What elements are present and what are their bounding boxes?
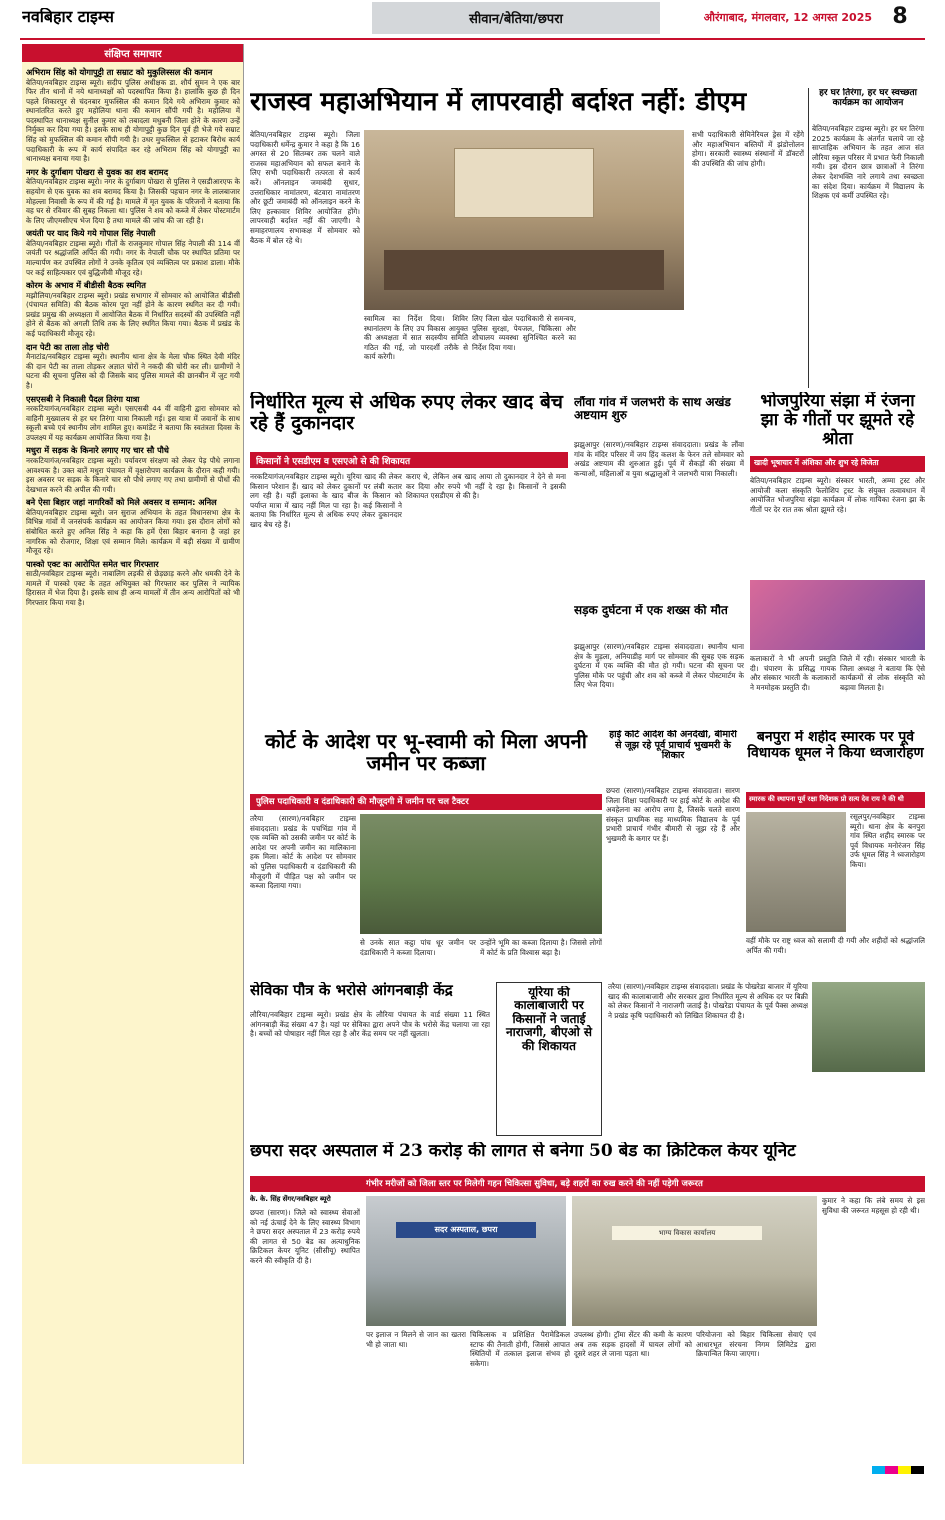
- banpura-headline: बनपुरा में शहीद स्मारक पर पूर्व विधायक धूमल ने किया ध्वजारोहण: [747, 730, 924, 761]
- hospital-subhead-label: गंभीर मरीजों को जिला स्तर पर मिलेगी गहन चिकित्सा सुविधा, बड़े शहरों का रुख करने की नहीं पड़ेगी जरूरत: [366, 1179, 703, 1189]
- bhojpuri-body3: जिले में रही। संस्कार भारती के जिला अध्यक्ष ने बताया कि ऐसे कार्यक्रमों से लोक संस्कृति को बढ़ावा मिलता है।: [840, 654, 925, 692]
- urea-photo: [812, 982, 925, 1072]
- sidebar-header-label: संक्षिप्त समाचार: [104, 49, 162, 60]
- urea-body: तरैया (सारण)/नवबिहार टाइम्स संवाददाता। प्रखंड के पोखरेडा बाजार में यूरिया खाद की कालाबाजारी और सरकार द्वारा निर्धारित मूल्य से अधिक दर पर बिक्री को लेकर किसानों ने नाराजगी जताई है। पोखरेडा पंचायत के पूर्व पैक्स अध्यक्ष ने प्रखंड कृषि पदाधिकारी को लिखित शिकायत दी है।: [608, 982, 808, 1020]
- main-body-col4: सभी पदाधिकारी सेमिनेरियल ड्रेस में रहेंगे और महाअभियान बस्तियों में झंडोत्तोलन होगा। सरकारी स्वास्थ्य संस्थानों में डॉक्टरों की उपस्थिति की जांच होगी।: [692, 130, 804, 168]
- sidebar-item: दान पेटी का ताला तोड़ चोरी मैनाटांड/नवबिहार टाइम्स ब्यूरो। स्थानीय थाना क्षेत्र के मेला चौक स्थित देवी मंदिर की दान पेटी का ताला तोड़कर अज्ञात चोरों ने नकदी की चोरी कर ली। ग्रामीणों ने घटना की सूचना पुलिस को दी जिसके बाद पुलिस मामले की छानबीन में जुट गयी है।: [26, 341, 240, 390]
- fertilizer-body2: कराए थे, लेकिन अब खाद आया तो दुकानदार ने देने से मना कर दिया और रुपये भी नहीं दे रहा है। किसानों ने इसकी शिकायत एसडीएम से की है।: [406, 472, 566, 501]
- banpura-subhead-label: स्मारक की स्थापना पूर्व रक्षा निदेशक प्रो सत्य देव राय ने की थी: [749, 795, 904, 803]
- tiranga-headline: हर घर तिरंगा, हर घर स्वच्छता कार्यक्रम का आयोजन: [819, 88, 917, 109]
- bhojpuri-body2: कलाकारों ने भी अपनी प्रस्तुति दी। चंपारण के प्रसिद्ध गायक और संस्कार भारती के कलाकारों ने मनमोहक प्रस्तुति दी।: [750, 654, 836, 692]
- urea-headline: यूरिया की कालाबाजारी पर किसानों ने जताई नाराजगी, बीएओ से की शिकायत: [505, 986, 593, 1053]
- hospital-body5: परियोजना को बिहार चिकित्सा सेवाएं एवं आधारभूत संरचना निगम लिमिटेड द्वारा क्रियान्वित किया जाएगा।: [696, 1330, 816, 1359]
- anganwadi-body: लौरिया/नवबिहार टाइम्स ब्यूरो। प्रखंड क्षेत्र के लौरिया पंचायत के वार्ड संख्या 11 स्थित आंगनबाड़ी केंद्र संख्या 47 है। यहां पर सेविका द्वारा अपने पौत्र के भरोसे केंद्र चलाया जा रहा है। बच्चों को पोषाहार नहीं मिल रहा है और केंद्र समय पर नहीं खुलता।: [250, 1010, 490, 1039]
- hospital-byline: के. के. सिंह सेंगर/नवबिहार ब्यूरो: [250, 1195, 331, 1203]
- main-meeting-photo: [364, 130, 684, 310]
- magenta-swatch: [885, 1466, 898, 1474]
- sidebar-item: अभिराम सिंह को योगापुट्टी ता सम्राट को मुकुलिस्सल की कमान बेतिया/नवबिहार टाइम्स ब्यूरो। सदीप पुलिस अधीक्षक डा. शौर्य सुमन ने एक बार फिर तीन थानों में नये थानाध्यक्षों को पदस्थापित किया है। हालांकि कुछ ही दिन पहले शिकारपुर से चंदनबार मुफस्सिल की कमान दिये गये अभिराम कुमार को स्थानांतरित करते हुए महोलिया थाना की कमान सौंपी गयी है। महोलिया में पदस्थापित थानाध्यक्ष सुनील कुमार को तबादला मधुबनी जिला होने के कारण उन्हें निर्मुक्त कर दिया गया है। इसके साथ ही योगापुट्टी कुछ दिन पूर्व ही भेजे गये सम्राट सिंह को मुफस्सिल की कमान सौंपी गयी है। उधर मुफस्सिल से हटाकर बिरोध कार्य पदाधिकारी के रूप में कार्य संपादित कर रहे अभिराम सिंह को योगापुट्टी का थानाध्यक्ष बनाया गया है।: [26, 67, 240, 164]
- main-body-col2: स्वामित्व का निर्देश दिया। शिविर स्थानांतरण के लिए उप विकास आयुक्त की अध्यक्षता में सात सदस्यीय समिति गठित की गई, जो पारदर्शी तरीके से कार्य करेगी।: [364, 314, 468, 362]
- court-photo: [360, 814, 602, 934]
- bhojpuri-subhead: [750, 456, 925, 472]
- color-registration-bar: [872, 1466, 924, 1474]
- photo-table: [384, 250, 664, 290]
- sidebar-item: जयंती पर याद किये गये गोपाल सिंह नेपाली बेतिया/नवबिहार टाइम्स ब्यूरो। गीतों के राजकुमार गोपाल सिंह नेपाली की 114 वीं जयंती पर श्रद्धांजलि अर्पित की गयी। नगर के नेपाली चौक पर स्थापित प्रतिमा पर माल्यार्पण कर उपस्थित लोगों ने उनके कृतित्व एवं व्यक्तित्व पर प्रकाश डाला। मौके पर कई साहित्यकार एवं बुद्धिजीवी मौजूद रहे।: [26, 228, 240, 277]
- sidebar-item: नगर के दुर्गाबाग पोखरा से युवक का शव बरामद बेतिया/नवबिहार टाइम्स ब्यूरो। नगर के दुर्गाबाग पोखरा से पुलिस ने एसडीआरएफ के सहयोग से एक युवक का शव बरामद किया है। जिसकी पहचान नगर के लालबाजार मोहल्ला निवासी के रूप में की गई है। मामले में मृत युवक के परिजनों ने बताया कि वह घर से रविवार की सुबह निकला था। पुलिस ने शव को कब्जे में लेकर पोस्टमार्टम के लिए जीएमसीएच भेज दिया है तथा मामले की जांच की जा रही है।: [26, 166, 240, 225]
- fertilizer-subhead-label: किसानों ने एसडीएम व एसएओ से की शिकायत: [256, 457, 411, 467]
- court-body2: से उनके सात कट्ठा पांच धूर जमीन पर दंडाधिकारी ने कब्जा दिलाया।: [360, 938, 476, 957]
- sidebar-item: पास्को एक्ट का आरोपित समेत चार गिरफ्तार साठी/नवबिहार टाइम्स ब्यूरो। नाबालिग लड़की से छेड़छाड़ करने और धमकी देने के मामले में पास्को एक्ट के तहत अभियुक्त को गिरफ्तार कर पुलिस ने न्यायिक हिरासत में भेज दिया है। इसके साथ ही अन्य मामलों में तीन अन्य आरोपितों को भी गिरफ्तार किया गया है।: [26, 558, 240, 608]
- sidebar-item: कोरम के अभाव में बीडीसी बैठक स्थगित मझौलिया/नवबिहार टाइम्स ब्यूरो। प्रखंड सभागार में सोमवार को आयोजित बीडीसी (पंचायत समिति) की बैठक कोरम पूरा नहीं होने के कारण स्थगित कर दी गयी। प्रखंड प्रमुख की अध्यक्षता में आयोजित बैठक में निर्धारित सदस्यों की उपस्थिति नहीं होने से बैठक को अगली तिथि तक के लिए स्थगित किया गया। बैठक में प्रखंड के कई पदाधिकारी मौजूद रहे।: [26, 280, 240, 339]
- banpura-body2: वहीं मौके पर राष्ट्र ध्वज को सलामी दी गयी और शहीदों को श्रद्धांजलि अर्पित की गयी।: [746, 936, 925, 955]
- court-body3: उन्होंने भूमि का कब्जा दिलाया है। जिससे लोगों में कोर्ट के प्रति विश्वास बढ़ा है।: [480, 938, 602, 957]
- hospital-body1: छपरा (सारण)। जिले को स्वास्थ्य सेवाओं को नई ऊंचाई देने के लिए स्वास्थ्य विभाग ने छपरा सदर अस्पताल में 23 करोड़ रुपये की लागत से 50 बेड का अत्याधुनिक क्रिटिकल केयर यूनिट (सीसीयू) स्थापित करने की स्वीकृति दी है।: [250, 1208, 360, 1265]
- teacher-headline: हाई कोर्ट आदेश की अनदेखी, बीमारी से जूझ रहे पूर्व प्राचार्य भुखमरी के शिकार: [609, 730, 737, 762]
- sidebar-header: [22, 44, 244, 62]
- accident-headline: सड़क दुर्घटना में एक शख्स की मौत: [574, 604, 728, 617]
- black-swatch: [911, 1466, 924, 1474]
- hospital-photo-2-sign: भाग्य विकास कार्यालय: [612, 1226, 762, 1240]
- sidebar-item: बने ऐसा बिहार जहां नागरिकों को मिले अवसर व सम्मान: अनिल बेतिया/नवबिहार टाइम्स ब्यूरो। जन सुराज अभियान के तहत विधानसभा क्षेत्र के विभिन्न गांवों में जनसंपर्क कार्यक्रम का आयोजन किया गया। इस दौरान लोगों को संबोधित करते हुए अनिल सिंह ने कहा कि हमें ऐसा बिहार बनाना है जहां हर नागरिक को रोजगार, शिक्षा एवं सम्मान मिले। कार्यक्रम में बड़ी संख्या में ग्रामीण मौजूद रहे।: [26, 497, 240, 556]
- tiranga-body: बेतिया/नवबिहार टाइम्स ब्यूरो। हर घर तिरंगा 2025 कार्यक्रम के अंतर्गत चलाये जा रहे साप्ताहिक अभियान के तहत आज संत लौरिया स्कूल परिसर में प्रभात फेरी निकाली गयी। इस दौरान छात्र छात्राओं ने तिरंगा लेकर देशभक्ति नारे लगाये तथा स्वच्छता का संदेश दिया। कार्यक्रम में विद्यालय के शिक्षक एवं कर्मी उपस्थित रहे।: [812, 124, 924, 201]
- dateline: औरंगाबाद, मंगलवार, 12 अगस्त 2025: [703, 11, 872, 24]
- court-body1: तरैया (सारण)/नवबिहार टाइम्स संवाददाता। प्रखंड के पचभिंडा गांव में एक व्यक्ति को उसकी जमीन पर कोर्ट के आदेश पर अपनी जमीन का मालिकाना हक मिला। कोर्ट के आदेश पर सोमवार को पुलिस पदाधिकारी व दंडाधिकारी की मौजूदगी में पीड़ित पक्ष को जमीन पर कब्जा दिलाया गया।: [250, 814, 356, 891]
- jalabhishek-headline: लौंवा गांव में जलभरी के साथ अखंड अष्टयाम शुरु: [574, 396, 731, 423]
- bhojpuri-body1: बेतिया/नवबिहार टाइम्स ब्यूरो। संस्कार भारती, अम्मा ट्रस्ट और आयोजी कला संस्कृति फेलोशिप ट्रस्ट के संयुक्त तत्वावधान में आयोजित भोजपुरिया संझा कार्यक्रम में लोक गायिका रंजना झा के गीतों पर देर रात तक श्रोता झूमते रहे।: [750, 476, 925, 514]
- main-body-col3: लिए जिला खेल पदाधिकारी से समन्वय, पुलिस सुरक्षा, पेयजल, चिकित्सा और शौचालय व्यवस्था सुनिश्चित करने का निर्देश दिया गया।: [472, 314, 576, 352]
- court-subhead-label: पुलिस पदाधिकारी व दंडाधिकारी की मौजूदगी में जमीन पर चल टैक्टर: [256, 797, 469, 807]
- banpura-photo: [746, 812, 846, 932]
- accident-body: झझुआपुर (सारण)/नवबिहार टाइम्स संवाददाता। स्थानीय थाना क्षेत्र के मुड़ला, अनियाडीह मार्ग पर सोमवार की सुबह एक सड़क दुर्घटना में एक व्यक्ति की मौत हो गयी। घटना की सूचना पर पुलिस मौके पर पहुंची और शव को कब्जे में लेकर पोस्टमार्टम के लिए भेज दिया।: [574, 642, 744, 690]
- court-subhead: [250, 794, 602, 810]
- sidebar: [22, 44, 244, 1464]
- masthead-rule: [20, 38, 925, 40]
- bhojpuri-headline: भोजपुरिया संझा में रंजना झा के गीतों पर झूमते रहे श्रोता: [760, 392, 915, 450]
- main-body-col1: बेतिया/नवबिहार टाइम्स ब्यूरो। जिला पदाधिकारी धर्मेन्द्र कुमार ने कहा है कि 16 अगस्त से 20 सितम्बर तक चलने वाले राजस्व महाअभियान को सफल बनाने के लिए सभी पदाधिकारी तत्परता से कार्य करें। ऑनलाइन जमाबंदी सुधार, उत्तराधिकार नामांतरण, बंटवारा नामांतरण और छूटी जमाबंदी को ऑनलाइन करने के लिए हल्कावार शिविर आयोजित होंगे। लापरवाही बर्दाश्त नहीं की जाएगी। वे समाहरणालय सभाकक्ष में सोमवार को बैठक में बोल रहे थे।: [250, 130, 360, 245]
- bhojpuri-subhead-label: खादी भूषाचार में अंशिका और शुभ रहे विजेता: [754, 458, 879, 467]
- hospital-body2: पर इलाज न मिलने से जान का खतरा भी हो जाता था।: [366, 1330, 466, 1349]
- fertilizer-body1: नरकटियागंज/नवबिहार टाइम्स ब्यूरो। यूरिया खाद की लेकर किसान परेशान हैं। खाद को लेकर दुकानों पर लंबी कतार लग रही है। यहीं इलाका के खाद बीज के किसान को पर्याप्त मात्रा में खाद नहीं मिल पा रहा है। कई किसानों ने बताया कि निर्धारित मूल्य से अधिक रुपए लेकर दुकानदार खाद बेच रहे हैं।: [250, 472, 402, 529]
- bhojpuri-photo: [750, 580, 925, 650]
- hospital-photo-2: [572, 1196, 817, 1326]
- sidebar-item: मधुरा में सड़क के किनारे लगाए गए चार सौ पौधे नरकटियागंज/नवबिहार टाइम्स ब्यूरो। पर्यावरण संरक्षण को लेकर पेड़ पौधे लगाना आवश्यक है। उक्त बातें मधुरा पंचायत में वृक्षारोपण कार्यक्रम के दौरान कही गयी। इस अवसर पर सड़क के किनारे चार सौ पौधे लगाए गए तथा ग्रामीणों से पौधों की देखभाल करने की अपील की गयी।: [26, 445, 240, 494]
- banpura-subhead: [746, 792, 925, 808]
- photo-banner: [454, 148, 594, 218]
- anganwadi-headline: सेविका पौत्र के भरोसे आंगनबाड़ी केंद्र: [250, 982, 453, 999]
- jalabhishek-body: झझुआपुर (सारण)/नवबिहार टाइम्स संवाददाता। प्रखंड के लौंवा गांव के मंदिर परिसर में जय हिंद कलश के फेरन तले सोमवार को अखंड अष्टयाम की शुरुआत हुई। पूर्व में सैकड़ों की संख्या में कन्याओं, महिलाओं व युवा श्रद्धालुओं ने जलभरी यात्रा निकाली।: [574, 440, 744, 478]
- cyan-swatch: [872, 1466, 885, 1474]
- hospital-photo: [366, 1196, 566, 1326]
- masthead: [0, 0, 945, 40]
- main-headline: राजस्व महाअभियान में लापरवाही बर्दाश्त नहीं: डीएम: [250, 88, 747, 117]
- hospital-body6: कुमार ने कहा कि लंबे समय से इस सुविधा की जरूरत महसूस हो रही थी।: [822, 1196, 925, 1215]
- hospital-headline: छपरा सदर अस्पताल में 23 करोड़ की लागत से बनेगा 50 बेड का क्रिटिकल केयर यूनिट: [250, 1142, 796, 1161]
- sidebar-list: [26, 64, 240, 1462]
- hospital-subhead: [250, 1176, 925, 1192]
- sidebar-item: एसएसबी ने निकाली पैदल तिरंगा यात्रा नरकटियागंज/नवबिहार टाइम्स ब्यूरो। एसएसबी 44 वीं वाहिनी द्वारा सोमवार को वाहिनी मुख्यालय से हर घर तिरंगा यात्रा निकाली गई। इस यात्रा में जवानों के साथ स्कूली बच्चे एवं स्थानीय लोग शामिल हुए। कमांडेंट ने बताया कि स्वतंत्रता दिवस के उपलक्ष्य में यह कार्यक्रम आयोजित किया गया है।: [26, 393, 240, 442]
- hospital-photo-sign: सदर अस्पताल, छपरा: [396, 1222, 536, 1238]
- hospital-body3: चिकित्सक व प्रशिक्षित पैरामेडिकल स्टाफ की तैनाती होगी, जिससे आपात स्थितियों में तत्काल इलाज संभव हो सकेगा।: [470, 1330, 570, 1368]
- fertilizer-subhead: [250, 452, 568, 468]
- banpura-body1: रसूलपुर/नवबिहार टाइम्स ब्यूरो। थाना क्षेत्र के बनपुरा गांव स्थित शहीद स्मारक पर पूर्व विधायक मनोरंजन सिंह उर्फ धूमल सिंह ने ध्वजारोहण किया।: [850, 812, 925, 869]
- section-band: [372, 2, 660, 34]
- col-rule: [808, 88, 809, 388]
- court-headline: कोर्ट के आदेश पर भू-स्वामी को मिला अपनी जमीन पर कब्जा: [265, 730, 587, 776]
- yellow-swatch: [898, 1466, 911, 1474]
- section-title: सीवान/बेतिया/छपरा: [469, 12, 563, 27]
- page-number: 8: [892, 4, 908, 29]
- teacher-body: छपरा (सारण)/नवबिहार टाइम्स संवाददाता। सारण जिला शिक्षा पदाधिकारी पर हाई कोर्ट के आदेश की अवहेलना का आरोप लगा है, जिसके चलते सारण संस्कृत प्राथमिक सह माध्यमिक विद्यालय के पूर्व प्रभारी प्राचार्य गंभीर बीमारी से जूझ रहे हैं और भुखमरी के कगार पर हैं।: [606, 786, 740, 843]
- hospital-body4: उपलब्ध होगी। ट्रॉमा सेंटर की कमी के कारण अब तक सड़क हादसों में घायल लोगों को दूसरे शहर ले जाना पड़ता था।: [574, 1330, 692, 1359]
- paper-name: नवबिहार टाइम्स: [22, 8, 114, 26]
- fertilizer-headline: निर्धारित मूल्य से अधिक रुपए लेकर खाद बेच रहे हैं दुकानदार: [250, 392, 563, 435]
